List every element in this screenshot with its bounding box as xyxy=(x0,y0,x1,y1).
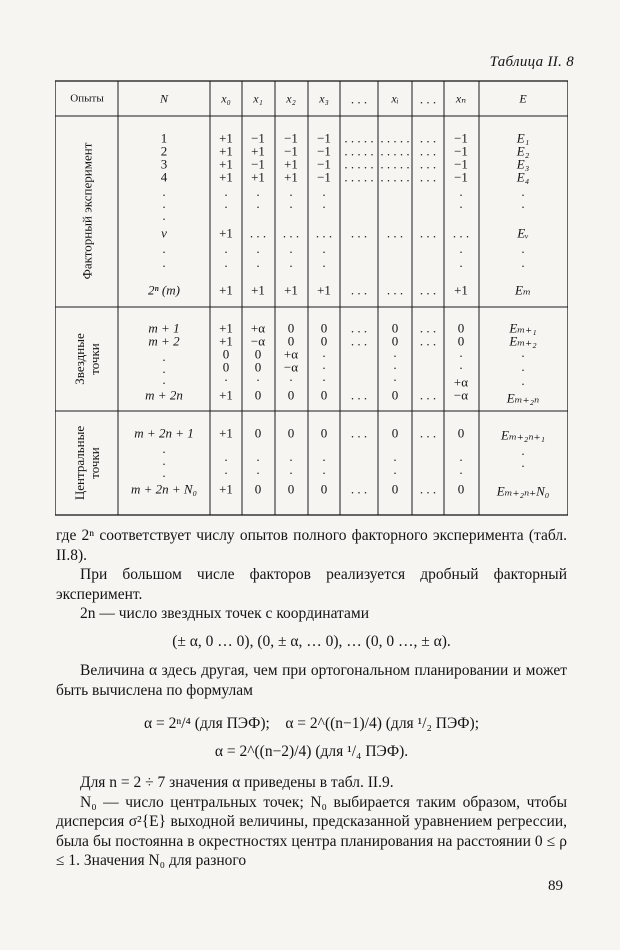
dot: · xyxy=(255,199,261,215)
header-x1: x₁ xyxy=(253,91,263,106)
dot: · xyxy=(255,258,261,274)
dot: · xyxy=(161,352,167,368)
header-x2: x₂ xyxy=(286,91,296,106)
dot: · xyxy=(255,372,261,388)
dot: · xyxy=(161,468,167,484)
cell: 1 xyxy=(160,130,168,146)
page-number: 89 xyxy=(548,878,563,894)
cell: 0 xyxy=(320,387,328,403)
dot: · xyxy=(520,258,526,274)
cell: +1 xyxy=(219,320,233,336)
dots: . . . . . xyxy=(380,143,410,159)
dots: . . . xyxy=(386,282,404,298)
dots: . . . . . xyxy=(380,130,410,146)
cell: E₄ xyxy=(516,169,530,185)
cell: 2ⁿ (m) xyxy=(148,282,180,298)
paragraph-6: N₀ — число центральных точек; N₀ выбирается таким образом, чтобы дисперсия σ²{E} выходной величины, предсказанной уравнением регрессии, была бы постоянна в окрестностях центра планирования на расстоянии 0 ≤ ρ ≤ 1. Значения N₀ для разного xyxy=(56,793,567,869)
dots: . . . . . xyxy=(380,156,410,172)
cell: 0 xyxy=(320,320,328,336)
paragraph-3: 2n — число звездных точек с координатами xyxy=(80,605,370,622)
cell: +1 xyxy=(251,169,265,185)
cell: −1 xyxy=(317,143,331,159)
cell: +1 xyxy=(284,156,298,172)
dots: . . . xyxy=(350,333,368,349)
dot: · xyxy=(288,244,294,260)
dot: · xyxy=(161,258,167,274)
dot: · xyxy=(223,258,229,274)
dots: . . . xyxy=(282,225,300,241)
cell: −1 xyxy=(251,130,265,146)
cell: −1 xyxy=(317,156,331,172)
dots: . . . xyxy=(350,225,368,241)
cell: 0 xyxy=(391,387,399,403)
dot: · xyxy=(458,244,464,260)
cell: +α xyxy=(250,320,266,336)
group-label-star-line2: точки xyxy=(87,343,102,375)
cell: −1 xyxy=(284,130,298,146)
dots: . . . xyxy=(350,282,368,298)
cell: 0 xyxy=(254,387,262,403)
cell: E₁ xyxy=(516,130,530,146)
dots: . . . xyxy=(419,320,437,336)
dot: · xyxy=(458,199,464,215)
cell: 0 xyxy=(222,346,230,362)
cell: +1 xyxy=(454,282,468,298)
dot: · xyxy=(161,456,167,472)
cell: 0 xyxy=(457,320,465,336)
dot: · xyxy=(255,244,261,260)
group-label-central xyxy=(72,426,102,500)
dot: · xyxy=(223,452,229,468)
cell: 0 xyxy=(254,425,262,441)
header-e: E xyxy=(519,91,527,106)
dots: . . . xyxy=(350,387,368,403)
cell: 0 xyxy=(391,333,399,349)
formula-alpha-pef: α = 2ⁿ/⁴ (для ПЭФ); xyxy=(143,715,270,732)
dot: · xyxy=(458,465,464,481)
header-dots-1: . . . xyxy=(350,91,368,107)
dot: · xyxy=(223,199,229,215)
dot: · xyxy=(288,187,294,203)
group-label-star xyxy=(72,333,102,384)
cell: −1 xyxy=(317,130,331,146)
dots: . . . xyxy=(350,481,368,497)
dot: · xyxy=(321,348,327,364)
dot: · xyxy=(161,364,167,380)
cell: 0 xyxy=(391,425,399,441)
dots: . . . xyxy=(419,282,437,298)
dot: · xyxy=(458,452,464,468)
cell: 3 xyxy=(160,156,168,172)
cell: +1 xyxy=(251,282,265,298)
cell: −1 xyxy=(454,143,468,159)
dots: . . . xyxy=(419,130,437,146)
cell: −α xyxy=(283,359,299,375)
cell: +1 xyxy=(219,333,233,349)
cell: +1 xyxy=(251,143,265,159)
dots: . . . xyxy=(419,225,437,241)
cell: Eₘ xyxy=(515,282,531,298)
dots: . . . xyxy=(419,169,437,185)
dot: · xyxy=(161,199,167,215)
dot: · xyxy=(321,199,327,215)
dot: · xyxy=(392,360,398,376)
dot: · xyxy=(520,199,526,215)
header-xn: xₙ xyxy=(455,91,467,106)
dot: · xyxy=(520,458,526,474)
dots: . . . . . xyxy=(344,169,374,185)
dot: · xyxy=(321,452,327,468)
dot: · xyxy=(255,187,261,203)
dot: · xyxy=(161,444,167,460)
experiment-table xyxy=(55,80,568,516)
dot: · xyxy=(161,244,167,260)
group-label-star-line1: Звездные xyxy=(72,333,87,385)
formula-alpha-half: α = 2^((n−1)/4) (для ¹/₂ ПЭФ); xyxy=(285,715,480,732)
cell: −1 xyxy=(284,143,298,159)
formula-alpha-1 xyxy=(56,714,567,734)
dot: · xyxy=(520,376,526,392)
cell: −1 xyxy=(454,156,468,172)
body-text xyxy=(56,526,567,871)
cell: −1 xyxy=(317,169,331,185)
cell: +1 xyxy=(219,225,233,241)
cell: Eₘ₊₂ₙ₊N₀ xyxy=(496,483,550,499)
cell: Eᵥ xyxy=(517,225,529,241)
cell: +1 xyxy=(219,425,233,441)
dots: . . . . . xyxy=(344,130,374,146)
dot: · xyxy=(321,372,327,388)
dot: · xyxy=(223,244,229,260)
dots: . . . xyxy=(315,225,333,241)
cell: 0 xyxy=(457,481,465,497)
table-grid xyxy=(55,80,568,516)
cell: −α xyxy=(250,333,266,349)
dots: . . . xyxy=(419,156,437,172)
cell: 0 xyxy=(254,481,262,497)
dot: · xyxy=(223,372,229,388)
header-xi: xᵢ xyxy=(391,91,399,106)
dot: · xyxy=(520,187,526,203)
cell: E₃ xyxy=(516,156,530,172)
cell: E₂ xyxy=(516,143,530,159)
cell: m + 2n + 1 xyxy=(134,425,194,441)
cell: +1 xyxy=(219,169,233,185)
dot: · xyxy=(288,258,294,274)
group-label-central-line1: Центральные xyxy=(72,425,87,501)
cell: 0 xyxy=(457,333,465,349)
dot: · xyxy=(161,187,167,203)
cell: Eₘ₊₂ₙ xyxy=(506,390,540,406)
cell: 0 xyxy=(287,481,295,497)
dot: · xyxy=(288,465,294,481)
dot: · xyxy=(392,348,398,364)
table-caption: Таблица II. 8 xyxy=(489,54,574,70)
dot: · xyxy=(458,187,464,203)
header-n: N xyxy=(159,91,169,106)
dot: · xyxy=(392,452,398,468)
dot: · xyxy=(321,465,327,481)
cell: m + 2 xyxy=(148,333,180,349)
dot: · xyxy=(161,211,167,227)
cell: 0 xyxy=(287,425,295,441)
dots: . . . xyxy=(419,333,437,349)
cell: +1 xyxy=(284,282,298,298)
cell: 0 xyxy=(320,333,328,349)
cell: +1 xyxy=(284,169,298,185)
cell: −1 xyxy=(454,169,468,185)
paragraph-5: Для n = 2 ÷ 7 значения α приведены в табл. II.9. xyxy=(80,774,394,791)
header-x0: x₀ xyxy=(221,91,231,106)
dot: · xyxy=(321,187,327,203)
cell: +1 xyxy=(219,156,233,172)
dots: . . . xyxy=(419,425,437,441)
header-experiments: Опыты xyxy=(70,92,104,105)
dot: · xyxy=(392,465,398,481)
dots: . . . xyxy=(419,387,437,403)
cell: 0 xyxy=(222,359,230,375)
cell: m + 2n xyxy=(145,387,183,403)
cell: +1 xyxy=(219,481,233,497)
dot: · xyxy=(223,187,229,203)
header-x3: x₃ xyxy=(319,91,329,106)
cell: 0 xyxy=(287,333,295,349)
cell: Eₘ₊₂ xyxy=(509,333,537,349)
cell: −1 xyxy=(454,130,468,146)
dots: . . . xyxy=(350,320,368,336)
dot: · xyxy=(161,375,167,391)
group-label-factorial: Факторный эксперимент xyxy=(79,142,95,280)
dot: · xyxy=(255,452,261,468)
cell: +1 xyxy=(219,387,233,403)
cell: 0 xyxy=(320,425,328,441)
cell: 0 xyxy=(254,359,262,375)
dot: · xyxy=(288,199,294,215)
dots: . . . xyxy=(419,481,437,497)
dot: · xyxy=(223,465,229,481)
cell: +1 xyxy=(219,143,233,159)
cell: 0 xyxy=(391,481,399,497)
dot: · xyxy=(458,348,464,364)
cell: +α xyxy=(453,374,469,390)
dots: . . . . . xyxy=(344,156,374,172)
paragraph-4: Величина α здесь другая, чем при ортогональном планировании и может быть вычислена по формулам xyxy=(56,662,567,699)
dot: · xyxy=(392,372,398,388)
paragraph-1: где 2ⁿ соответствует числу опытов полного факторного эксперимента (табл. II.8). xyxy=(56,527,567,564)
cell: m + 2n + N₀ xyxy=(130,481,198,497)
cell: m + 1 xyxy=(148,320,180,336)
dots: . . . xyxy=(350,425,368,441)
cell: 0 xyxy=(254,346,262,362)
dots: . . . xyxy=(452,225,470,241)
cell: 2 xyxy=(160,143,168,159)
cell: 0 xyxy=(457,425,465,441)
cell: +1 xyxy=(219,130,233,146)
cell: 0 xyxy=(391,320,399,336)
cell: −α xyxy=(453,387,469,403)
dot: · xyxy=(520,446,526,462)
dot: · xyxy=(520,348,526,364)
dot: · xyxy=(321,244,327,260)
dots: . . . . . xyxy=(380,169,410,185)
dot: · xyxy=(321,258,327,274)
dots: . . . xyxy=(249,225,267,241)
dots: . . . xyxy=(419,143,437,159)
dots: . . . xyxy=(386,225,404,241)
cell: v xyxy=(161,225,167,241)
cell: Eₘ₊₁ xyxy=(509,320,537,336)
cell: 0 xyxy=(287,387,295,403)
dot: · xyxy=(458,360,464,376)
dots: . . . . . xyxy=(344,143,374,159)
cell: 0 xyxy=(320,481,328,497)
cell: +α xyxy=(283,346,299,362)
dot: · xyxy=(288,452,294,468)
dot: · xyxy=(255,465,261,481)
dot: · xyxy=(288,372,294,388)
dot: · xyxy=(520,362,526,378)
cell: +1 xyxy=(317,282,331,298)
dot: · xyxy=(520,244,526,260)
paragraph-2: При большом числе факторов реализуется дробный факторный эксперимент. xyxy=(56,566,567,603)
cell: +1 xyxy=(219,282,233,298)
formula-alpha-2: α = 2^((n−2)/4) (для ¹/₄ ПЭФ). xyxy=(214,742,409,760)
group-label-central-line2: точки xyxy=(87,447,102,479)
dot: · xyxy=(458,258,464,274)
cell: −1 xyxy=(251,156,265,172)
cell: Eₘ₊₂ₙ₊₁ xyxy=(501,427,545,443)
dot: · xyxy=(321,360,327,376)
header-dots-2: . . . xyxy=(419,91,437,107)
cell: 0 xyxy=(287,320,295,336)
formula-coordinates: (± α, 0 … 0), (0, ± α, … 0), … (0, 0 …, ± α). xyxy=(172,632,451,650)
cell: 4 xyxy=(160,169,168,185)
